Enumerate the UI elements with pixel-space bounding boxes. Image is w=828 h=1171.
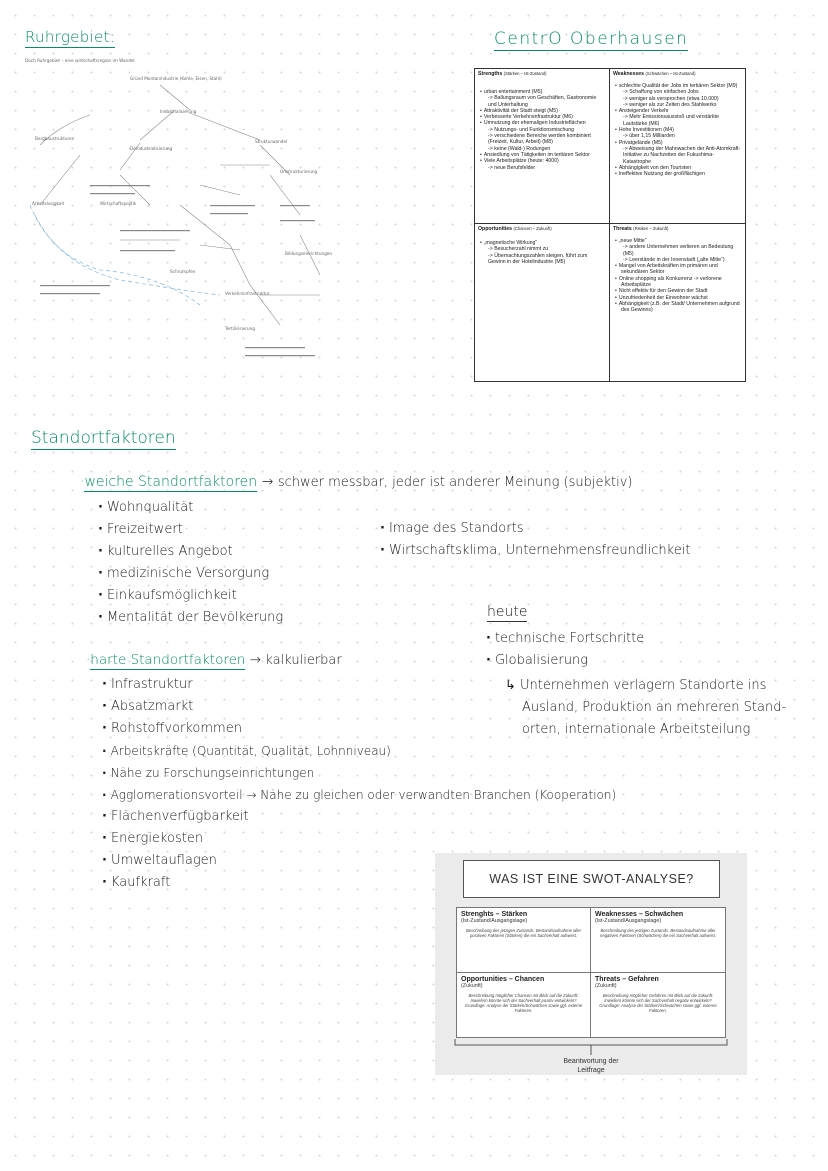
weich-desc: schwer messbar, jeder ist anderer Meinung (subjektiv) [277,475,633,490]
swot-list-item: • Privatgelände (M5) [621,140,742,146]
mindmap-label: Wirtschaftspolitik [100,201,137,206]
hart-heading [86,652,342,668]
mindmap-label: Industrialisierung [160,109,197,114]
swot-opportunities-header: Opportunities (Chancen – Zukunft) [478,226,552,232]
explainer-opportunities [457,973,591,1038]
mindmap-svg [20,55,365,360]
hart-desc: kalkulierbar [265,653,342,668]
list-item: · Infrastruktur [102,674,616,696]
explainer-quadrant-desc: Beschreibung des jetzigen Zustands. Bestandsaufnahme aller positiven Faktoren (Stärken) die ein Sachverhalt aufweist. [466,928,581,938]
explainer-quadrant-title: Weaknesses – Schwächen [595,911,684,918]
swot-threats-list [613,238,742,314]
centro-swot-table [474,68,746,382]
weich-arrow: → [261,474,274,490]
swot-list-item: • Umnutzung der ehemaligen Industrieflächen [486,120,606,126]
agglo-label: Agglomerationsvorteil [110,788,243,802]
swot-weaknesses [610,69,745,224]
swot-explainer-title: WAS IST EINE SWOT-ANALYSE? [463,860,720,898]
list-item: · Wirtschaftsklima, Unternehmensfreundlichkeit [380,540,690,562]
explainer-quadrant-desc: Beschreibung möglicher Chancen mit Blick auf die Zukunft: Inwiefern könnte sich der Sachverhalt positiv entwickeln? Grundlage: Analyse der Stärken/Schwächen sowie ggf. externe Faktoren. [464,992,583,1013]
swot-list-item: -> Besucherzahl nimmt zu [488,246,549,253]
hart-arrow: → [249,652,262,668]
swot-list-item: -> neue Berufsfelder [488,164,536,171]
weich-title: weiche Standortfaktoren [84,474,258,490]
swot-explainer-grid [456,907,726,1038]
heute-list [486,628,644,672]
agglo-desc: → Nähe zu gleichen oder verwandten Branchen (Kooperation) [246,788,617,802]
swot-list-item: -> Abweisung der Mahnwachen der Anti-Atomkraft-Initiative zu Nachzeiten der Fukushima- Katastrophe [623,145,741,165]
swot-list-item: -> über 1,15 Milliarden [623,133,675,140]
swot-strengths-list [478,89,606,171]
swot-list-item: • Nicht effektiv für den Gewinn der Stadt [621,288,742,294]
list-item: · technische Fortschritte [486,628,644,650]
explainer-quadrant-desc: Beschreibung des jetzigen Zustands. Bestandsaufnahme aller negativen Faktoren (Schwächen) die ein Sachverhalt aufweist. [600,928,716,938]
standort-title-text: Standortfaktoren [31,428,176,448]
mindmap-label: Schrumpfen [170,269,196,274]
mindmap-label: Gründ Montanindustrie (Kohle, Eisen, Stahl) [130,76,222,81]
list-item: · Mentalität der Bevölkerung [98,607,283,629]
list-item: · Freizeitwert [98,519,283,541]
swot-list-item: -> Mehr Emissionsausstoß und verstärkte Lautstärke (M6) [623,114,719,127]
swot-list-item: -> weniger als zur Zeiten des Stahlwerks [623,101,717,108]
swot-strengths [475,69,610,224]
explainer-quadrant-title: Threats – Gefahren [595,975,659,983]
list-item: · medizinische Versorgung [98,563,283,585]
list-item: · Kaufkraft [102,872,616,894]
list-item: · Flächenverfügbarkeit [102,806,616,828]
mindmap-label: Arbeitslosigkeit [32,201,65,206]
footer-line: Beantwortung der [563,1058,619,1065]
weich-list-right [380,518,690,562]
swot-opportunities-list [478,240,606,265]
explainer-weaknesses [591,908,725,973]
explainer-quadrant-sub: (Ist-Zustand/Ausgangslage) [461,918,528,924]
explainer-strengths [457,908,591,973]
explainer-quadrant-title: Opportunities – Chancen [461,975,545,983]
list-item: · Umweltauflagen [102,850,616,872]
swot-list-item: -> Übernachtungszahlen steigen, führt zum Gewinn in der Hotelindustrie (M5) [488,252,588,265]
swot-list-item: • Abhängigkeit von den Touristen [621,165,742,171]
swot-strengths-header: Strengths (Stärken – Ist-Zustand) [478,71,547,77]
swot-list-item: -> Schaffung von einfachen Jobs [623,89,699,96]
centro-title-text: CentrO Oberhausen [494,29,689,49]
mindmap-label: Deindustrialisierung [130,146,173,151]
explainer-quadrant-sub: (Ist-Zustand/Ausgangslage) [595,918,662,924]
heute-sub-line: ↳ Unternehmen verlagern Standorte ins [505,678,767,693]
swot-list-item: • „neue Mitte“ [621,238,742,244]
swot-list-item: • Ineffektive Nutzung der großflächigen [621,171,742,177]
hart-bullet: · [86,652,91,668]
list-item: · Nähe zu Forschungseinrichtungen [102,762,616,784]
swot-threats [610,224,745,381]
swot-list-item: • Ansteigender Verkehr [621,108,742,114]
swot-weaknesses-header: Weaknesses (Schwächen – Ist-Zustand) [613,71,696,77]
swot-list-item: • Unzufriedenheit der Einwohner wächst [621,295,742,301]
swot-list-item: -> Leerstände in der Innenstadt („alte Mitte“) [623,256,725,263]
mindmap-label: Bildungseinrichtungen [285,251,333,256]
hart-title: harte Standortfaktoren [90,652,246,668]
swot-list-item: • Attraktivität der Stadt steigt (M5) [486,108,606,114]
mindmap-label: Umstrukturierung [280,169,318,174]
swot-explainer [435,853,747,1075]
weich-list [98,497,283,629]
heute-heading [487,604,527,620]
weich-heading [80,474,632,490]
list-item [102,784,616,806]
ruhrgebiet-title-text: Ruhrgebiet: [25,28,116,46]
list-item: · Rohstoffvorkommen [102,718,616,740]
swot-list-item: • Hohe Investitionen (M4) [621,127,742,133]
swot-list-item: -> Nutzungs- und Funktionsmischung [488,126,575,133]
swot-list-item: • Online shopping als Konkurrenz -> verlorene Arbeitsplätze [621,276,742,289]
mindmap-label: Strukturwandel [255,139,288,144]
ruhrgebiet-title [25,28,115,46]
swot-list-item: • Abhängigkeit (z.B. der Stadt/ Unternehmen aufgrund des Gewinns) [621,301,742,314]
swot-list-item: • Viele Arbeitsplätze (heute: 4000) [486,158,606,164]
list-item: · kulturelles Angebot [98,541,283,563]
swot-weaknesses-list [613,83,742,177]
mindmap-label: Bergbaustrukturen [35,136,75,141]
list-item: · Absatzmarkt [102,696,616,718]
swot-opportunities [475,224,610,381]
mindmap-label: Tertiärisierung [225,326,256,331]
swot-list-item: • urban entertainment (M5) [486,89,606,95]
mindmap-subtitle: Doch Ruhrgebiet – eine wirtschaftsregion im Wandel [25,58,135,63]
heute-title: heute [487,604,528,620]
heute-sub-line: orten, internationale Arbeitsteilung [522,722,751,737]
list-item: · Image des Standorts [380,518,690,540]
swot-list-item: -> andere Unternehmen verlieren an Bedeutung (M5) [623,244,734,257]
centro-title [494,29,688,49]
swot-explainer-footer [435,1057,747,1075]
list-item: · Globalisierung [486,650,644,672]
return-arrow-icon: ↳ [505,678,516,693]
swot-list-item: • Mangel von Arbeitskräften im primären und sekundären Sektor [621,263,742,276]
swot-list-item: -> verschiedene Bereiche werden kombiniert (Freizeit, Kultur, Arbeit) (M8) [488,133,591,146]
explainer-quadrant-sub: (Zukunft) [595,982,617,989]
list-item: · Arbeitskräfte (Quantität, Qualität, Lohnniveau) [102,740,616,762]
swot-threats-header: Threats (Risiken – Zukunft) [613,226,669,232]
swot-list-item: -> Ballungsraum von Geschäften, Gastronomie und Unterhaltung [488,95,597,108]
swot-list-item: -> weniger als versprochen (etwa 10.000) [623,95,719,102]
list-item: · Wohnqualität [98,497,283,519]
swot-list-item: • Ansiedlung von Tätigkeiten im tertiären Sektor [486,152,606,158]
list-item: · Energiekosten [102,828,616,850]
list-item: · Einkaufsmöglichkeit [98,585,283,607]
swot-list-item: -> keine (Wald-) Rodungen [488,145,551,152]
explainer-quadrant-sub: (Zukunft) [461,982,483,989]
explainer-threats [591,973,725,1038]
swot-list-item: • schlechte Qualität der Jobs im tertiären Sektor (M9) [621,83,742,89]
footer-line: Leitfrage [577,1067,605,1074]
standort-title [31,428,176,448]
mindmap-label: Verkehrsinfrastruktur [225,291,270,296]
explainer-quadrant-desc: Beschreibung möglicher Gefahren mit Blick auf die Zukunft: Inwiefern könnte sich der Sachverhalt negativ entwickeln? Grundlage: Analyse der Stärken/Schwächen sowie ggf. externe Faktoren. [599,992,717,1013]
heute-sub-line: Ausland, Produktion an mehreren Stand- [522,700,787,715]
weich-bullet: · [80,474,85,490]
bracket-icon [453,1037,729,1057]
swot-list-item: • „magnetische Wirkung“ [486,240,606,246]
swot-list-item: • Verbesserte Verkehrsinfrastruktur (M6) [486,114,606,120]
ruhrgebiet-mindmap [20,55,365,360]
explainer-quadrant-title: Strenghts – Stärken [461,911,528,918]
